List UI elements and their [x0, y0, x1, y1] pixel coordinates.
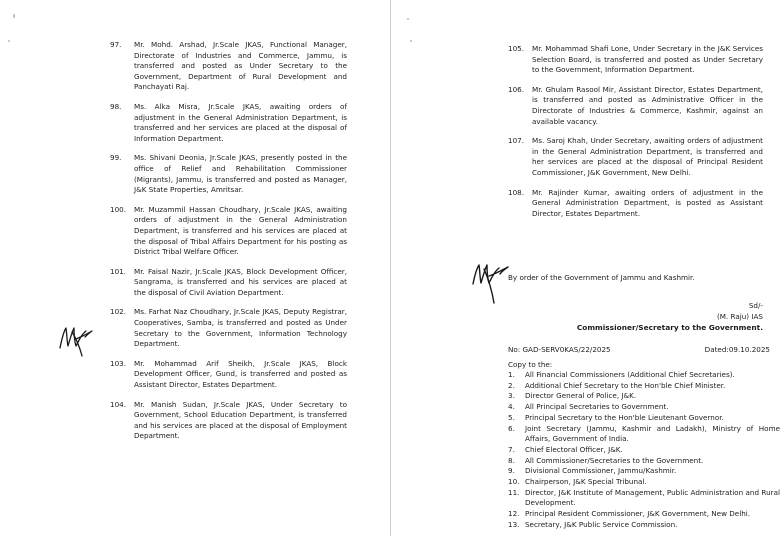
order-item-number: 98. — [110, 101, 122, 111]
left-page — [0, 0, 390, 536]
copy-to-heading: Copy to the: — [508, 360, 553, 369]
signature-designation: Commissioner/Secretary to the Government. — [576, 323, 763, 332]
order-item-number: 107. — [508, 136, 525, 146]
copy-list-item — [508, 477, 780, 488]
reference-date: Dated:09.10.2025 — [704, 345, 770, 354]
copy-list-text: Chief Electoral Officer, J&K. — [525, 444, 623, 454]
copy-list-item — [508, 456, 780, 467]
copy-list-number: 10. — [508, 477, 520, 487]
order-item — [110, 307, 347, 349]
copy-list-item — [508, 391, 780, 402]
scan-speckle — [410, 40, 412, 42]
copy-list-number: 7. — [508, 444, 515, 454]
order-item-text: Mr. Faisal Nazir, Jr.Scale JKAS, Block Development Officer, Sangrama, is transferred and his services are placed at the disposal of Civil Aviation Department. — [134, 266, 347, 297]
copy-list-number: 12. — [508, 509, 520, 519]
order-item-number: 105. — [508, 44, 525, 53]
order-item-text: Mr. Ghulam Rasool Mir, Assistant Director, Estates Department, is transferred and posted as Administrative Officer in the Directorate of Industries & Commerce, Kashmir, against an available vacancy. — [532, 84, 763, 126]
order-item-text: Ms. Shivani Deonia, Jr.Scale JKAS, presently posted in the office of Relief and Rehabilitation Commissioner (Migrants), Jammu, is transferred and posted as Manager, J&K State Properties, Amritsar. — [134, 153, 347, 195]
copy-list-text: Joint Secretary (Jammu, Kashmir and Ladakh), Ministry of Home Affairs, Government of India. — [525, 423, 780, 444]
order-item — [508, 136, 763, 178]
copy-list-text: Principal Resident Commissioner, J&K Government, New Delhi. — [525, 509, 751, 519]
order-item-list — [508, 44, 763, 219]
copy-list-text: Principal Secretary to the Hon'ble Lieutenant Governor. — [525, 412, 724, 422]
copy-list-number: 3. — [508, 391, 515, 401]
order-item-number: 100. — [110, 204, 127, 214]
copy-list-item — [508, 445, 780, 456]
order-item-number: 104. — [110, 399, 127, 409]
order-item-number: 108. — [508, 187, 525, 197]
copy-list-number: 13. — [508, 519, 520, 529]
order-item-text: Mr. Mohammad Shafi Lone, Under Secretary in the J&K Services Selection Board, is transferred and posted as Under Secretary to the Government, Information Department. — [532, 44, 763, 75]
signature-sd: Sd/- — [748, 301, 763, 310]
right-page — [391, 0, 784, 536]
order-item — [508, 85, 763, 127]
copy-list-item — [508, 509, 780, 520]
copy-list-number: 4. — [508, 402, 515, 412]
signature-name: (M. Raju) IAS — [716, 312, 763, 321]
order-item — [110, 40, 347, 93]
order-item — [508, 188, 763, 220]
copy-list-item — [508, 488, 780, 509]
copy-list-number: 9. — [508, 466, 515, 476]
copy-list-number: 1. — [508, 370, 515, 379]
copy-list-number: 2. — [508, 380, 515, 390]
copy-list-text: Director, J&K Institute of Management, Public Administration and Rural Development. — [525, 487, 780, 508]
reference-row — [508, 345, 770, 354]
copy-list-text: All Principal Secretaries to Government. — [525, 402, 669, 412]
reference-number: No: GAD-SERV0KAS/22/2025 — [508, 345, 611, 354]
order-item-text: Mr. Manish Sudan, Jr.Scale JKAS, Under Secretary to Government, School Education Department, is transferred and his services are placed at the disposal of Employment Department. — [134, 399, 347, 441]
order-item-number: 106. — [508, 84, 525, 94]
copy-list-number: 5. — [508, 412, 515, 422]
copy-list-item — [508, 424, 780, 445]
order-item-list — [110, 40, 347, 442]
order-item-text: Mr. Rajinder Kumar, awaiting orders of adjustment in the General Administration Department, is posted as Assistant Director, Estates Department. — [532, 187, 763, 218]
by-order-line: By order of the Government of Jammu and Kashmir. — [508, 273, 695, 282]
order-item-number: 103. — [110, 358, 127, 368]
order-item — [110, 359, 347, 391]
copy-list-number: 6. — [508, 423, 515, 433]
right-page-order-items — [508, 44, 763, 228]
copy-list-item — [508, 370, 780, 381]
copy-list-item — [508, 466, 780, 477]
order-item-text: Ms. Alka Misra, Jr.Scale JKAS, awaiting orders of adjustment in the General Administration Department, is transferred and her services are placed at the disposal of Information Department. — [134, 101, 347, 143]
order-item-text: Ms. Farhat Naz Choudhary, Jr.Scale JKAS, Deputy Registrar, Cooperatives, Samba, is transferred and posted as Under Secretary to the Government, Information Technology Department. — [134, 307, 347, 349]
order-item-number: 99. — [110, 153, 122, 163]
order-item — [508, 44, 763, 76]
scan-speckle — [8, 40, 10, 42]
order-item-text: Mr. Mohammad Arif Sheikh, Jr.Scale JKAS, Block Development Officer, Gund, is transferred and posted as Assistant Director, Estates Department. — [134, 358, 347, 390]
scan-speckle — [13, 14, 15, 18]
copy-list-item — [508, 520, 780, 531]
order-item-text: Ms. Saroj Khah, Under Secretary, awaiting orders of adjustment in the General Administration Department, is transferred and her services are placed at the disposal of Principal Resident Commissioner, J&K Government, New Delhi. — [532, 136, 763, 177]
order-item — [110, 267, 347, 299]
order-item-number: 102. — [110, 307, 127, 317]
copy-list-text: Divisional Commissioner, Jammu/Kashmir. — [525, 466, 677, 476]
copy-list-item — [508, 413, 780, 424]
order-item-number: 97. — [110, 40, 122, 49]
copy-list-text: Secretary, J&K Public Service Commission. — [525, 519, 678, 529]
order-item-number: 101. — [110, 266, 127, 276]
left-margin-handwritten-signature — [56, 318, 100, 358]
copy-list-number: 11. — [508, 487, 520, 497]
order-item — [110, 102, 347, 144]
copy-list-number: 8. — [508, 455, 515, 465]
copy-list-text: All Commissioner/Secretaries to the Government. — [525, 455, 704, 465]
order-item — [110, 205, 347, 258]
copy-list-item — [508, 381, 780, 392]
left-page-order-items — [110, 40, 347, 451]
signature-block — [508, 300, 763, 333]
copy-list-text: Additional Chief Secretary to the Hon'ble Chief Minister. — [525, 380, 726, 390]
order-item-text: Mr. Muzammil Hassan Choudhary, Jr.Scale JKAS, awaiting orders of adjustment in the General Administration Department, is transferred and his services are placed at the disposal of Tribal Affairs Department for his posting as District Tribal Welfare Officer. — [134, 204, 347, 257]
copy-list-text: All Financial Commissioners (Additional Chief Secretaries). — [525, 370, 735, 379]
order-item — [110, 153, 347, 195]
copy-list-item — [508, 402, 780, 413]
order-item-text: Mr. Mohd. Arshad, Jr.Scale JKAS, Functional Manager, Directorate of Industries and Commerce, Jammu, is transferred and posted as Under Secretary to the Government, Department of Rural Development and Panchayati Raj. — [134, 40, 347, 92]
copy-to-list — [508, 370, 780, 531]
copy-list-text: Chairperson, J&K Special Tribunal. — [525, 477, 647, 487]
copy-list-text: Director General of Police, J&K. — [525, 391, 637, 401]
scan-speckle — [407, 18, 409, 20]
order-item — [110, 400, 347, 442]
